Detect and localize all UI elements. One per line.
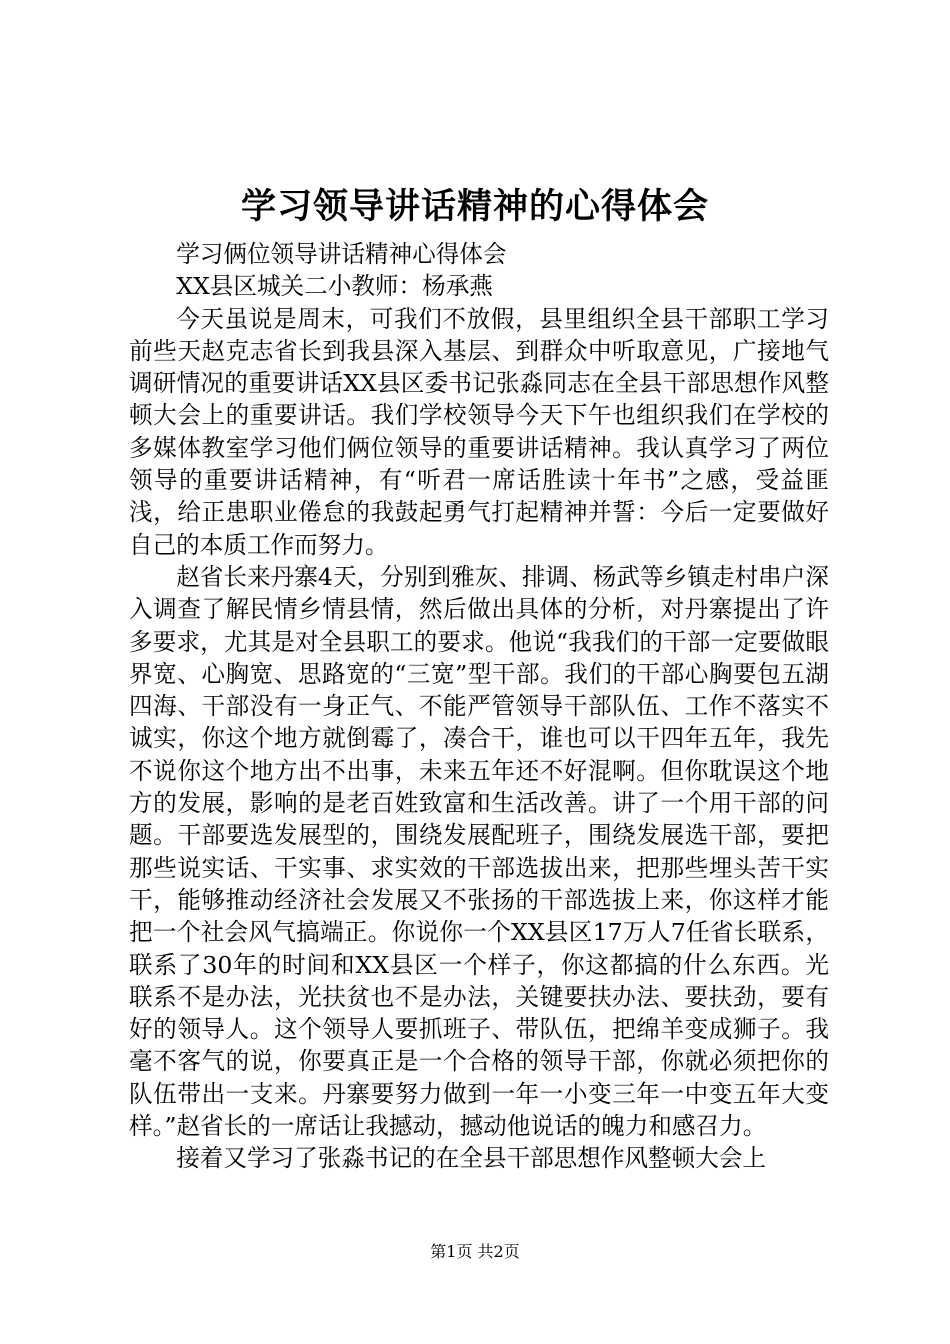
author-paragraph: XX县区城关二小教师：杨承燕	[176, 272, 493, 301]
page-number-footer: 第1页 共2页	[430, 1242, 520, 1261]
subtitle-paragraph: 学习俩位领导讲话精神心得体会	[176, 240, 507, 268]
document-body	[129, 238, 829, 1175]
body-paragraph: 今天虽说是周末，可我们不放假，县里组织全县干部职工学习前些天赵克志省长到我县深入基层、到群众中听取意见，广接地气调研情况的重要讲话XX县区委书记张淼同志在全县干部思想作风整顿大会上的重要讲话。我们学校领导今天下午也组织我们在学校的多媒体教室学习他们俩位领导的重要讲话精神。我认真学习了两位领导的重要讲话精神，有“听君一席话胜读十年书”之感，受益匪浅，给正患职业倦怠的我鼓起勇气打起精神并誓：今后一定要做好自己的本质工作而努力。	[129, 304, 829, 559]
body-paragraph: 接着又学习了张淼书记的在全县干部思想作风整顿大会上	[176, 1144, 767, 1173]
body-paragraph: 赵省长来丹寨4天，分别到雅灰、排调、杨武等乡镇走村串户深入调查了解民情乡情县情，然后做出具体的分析，对丹寨提出了许多要求，尤其是对全县职工的要求。他说“我我们的干部一定要做眼界宽、心胸宽、思路宽的“三宽”型干部。我们的干部心胸要包五湖四海、干部没有一身正气、不能严管领导干部队伍、工作不落实不诚实，你这个地方就倒霉了，凑合干，谁也可以干四年五年，我先不说你这个地方出不出事，未来五年还不好混啊。但你耽误这个地方的发展，影响的是老百姓致富和生活改善。讲了一个用干部的问题。干部要选发展型的，围绕发展配班子，围绕发展选干部，要把那些说实话、干实事、求实效的干部选拔出来，把那些埋头苦干实干，能够推动经济社会发展又不张扬的干部选拔上来，你这样才能把一个社会风气搞端正。你说你一个XX县区17万人7任省长联系，联系了30年的时间和XX县区一个样子，你这都搞的什么东西。光联系不是办法，光扶贫也不是办法，关键要扶办法、要扶劲，要有好的领导人。这个领导人要抓班子、带队伍，把绵羊变成狮子。我毫不客气的说，你要真正是一个合格的领导干部，你就必须把你的队伍带出一支来。丹寨要努力做到一年一小变三年一中变五年大变样。”赵省长的一席话让我撼动，撼动他说话的魄力和感召力。	[129, 562, 829, 1141]
document-title: 学习领导讲话精神的心得体会	[240, 187, 709, 227]
